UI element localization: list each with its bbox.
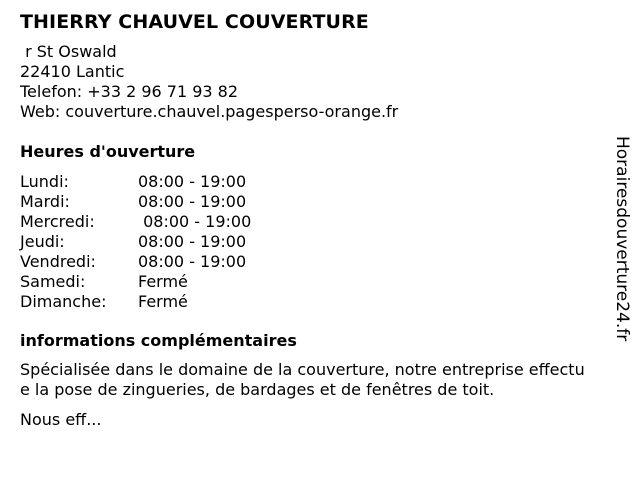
day-label: Mercredi: <box>20 212 95 231</box>
day-label: Samedi: <box>20 272 86 291</box>
time-value: 08:00 - 19:00 <box>138 192 247 211</box>
side-brand-watermark: Horairesdouverture24.fr <box>612 136 632 342</box>
hours-heading: Heures d'ouverture <box>20 142 196 161</box>
info-heading: informations complémentaires <box>20 331 297 350</box>
hours-row-sunday <box>20 292 630 312</box>
time-value: Fermé <box>138 272 188 291</box>
day-label: Lundi: <box>20 172 69 191</box>
day-label: Dimanche: <box>20 292 107 311</box>
description-line: Spécialisée dans le domaine de la couverture, notre entreprise effectu <box>20 360 585 379</box>
city-postal: 22410 Lantic <box>20 62 125 81</box>
website: Web: couverture.chauvel.pagesperso-orange.fr <box>20 102 399 121</box>
day-label: Vendredi: <box>20 252 96 271</box>
hours-row-friday <box>20 252 630 272</box>
day-label: Jeudi: <box>20 232 65 251</box>
street-address: r St Oswald <box>20 42 117 61</box>
hours-row-wednesday <box>20 212 630 232</box>
hours-row-saturday <box>20 272 630 292</box>
description-more: Nous eff... <box>20 410 102 429</box>
time-value: 08:00 - 19:00 <box>138 172 247 191</box>
time-value: 08:00 - 19:00 <box>138 212 252 231</box>
phone-number: Telefon: +33 2 96 71 93 82 <box>20 82 239 101</box>
time-value: 08:00 - 19:00 <box>138 232 247 251</box>
hours-table <box>20 172 630 312</box>
description <box>20 360 630 400</box>
business-name: THIERRY CHAUVEL COUVERTURE <box>20 11 369 33</box>
time-value: 08:00 - 19:00 <box>138 252 247 271</box>
business-card <box>20 10 630 430</box>
time-value: Fermé <box>138 292 188 311</box>
hours-row-thursday <box>20 232 630 252</box>
hours-row-monday <box>20 172 630 192</box>
description-line: e la pose de zingueries, de bardages et de fenêtres de toit. <box>20 380 495 399</box>
day-label: Mardi: <box>20 192 70 211</box>
hours-row-tuesday <box>20 192 630 212</box>
address-block <box>20 42 630 122</box>
